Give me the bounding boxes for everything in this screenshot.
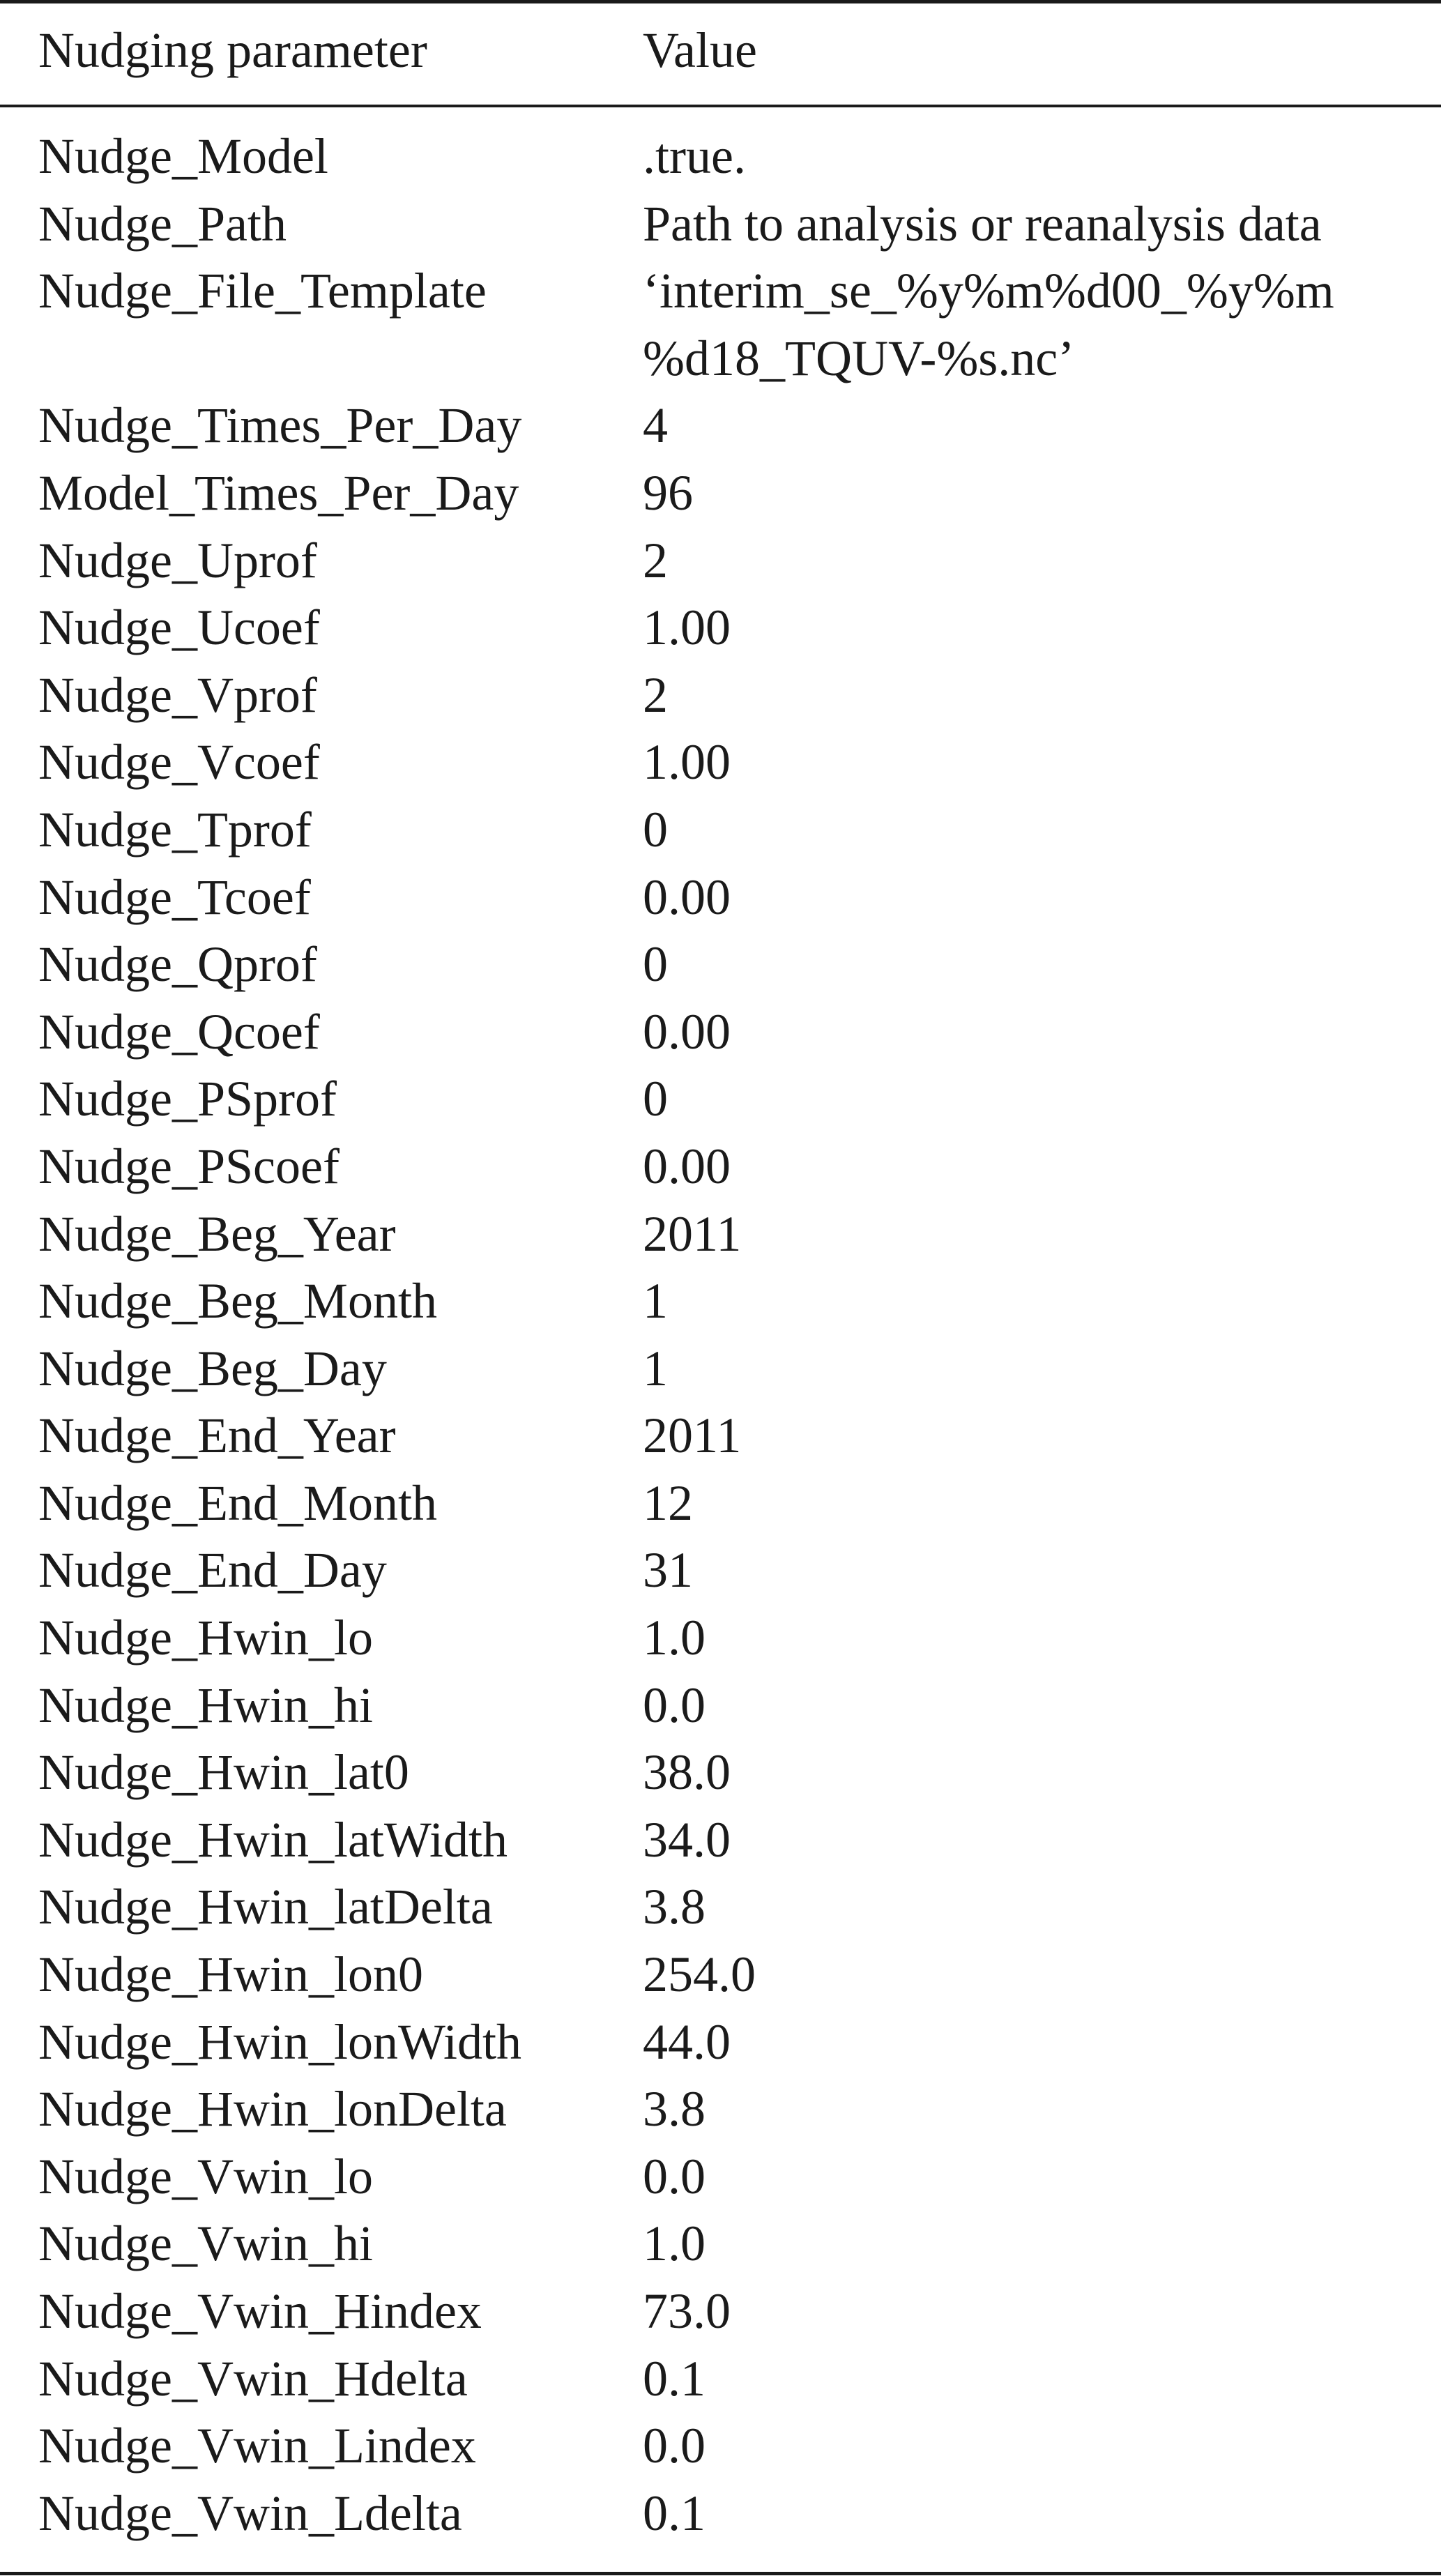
value-cell: 0.0 <box>643 2148 706 2204</box>
value-line: %d18_TQUV-%s.nc’ <box>643 330 1075 386</box>
value-cell: 0 <box>643 801 668 858</box>
table-row <box>0 662 1441 729</box>
value-line: ‘interim_se_%y%m%d00_%y%m <box>643 263 1334 319</box>
value-cell: Path to analysis or reanalysis data <box>643 195 1322 252</box>
value-cell: 34.0 <box>643 1811 731 1868</box>
parameter-cell: Nudge_Vwin_Ldelta <box>38 2485 462 2541</box>
table-row <box>0 1739 1441 1806</box>
value-cell: 44.0 <box>643 2013 731 2070</box>
value-cell: 1 <box>643 1273 668 1329</box>
parameter-cell: Nudge_Vprof <box>38 666 317 723</box>
parameter-cell: Nudge_Ucoef <box>38 600 320 656</box>
parameter-cell: Nudge_End_Day <box>38 1542 387 1599</box>
header-rule <box>0 105 1441 107</box>
value-cell: 2011 <box>643 1408 742 1464</box>
value-cell: 3.8 <box>643 1879 706 1935</box>
parameter-cell: Nudge_End_Month <box>38 1474 437 1531</box>
parameter-cell: Nudge_Path <box>38 195 287 252</box>
value-cell: 73.0 <box>643 2283 731 2339</box>
table-row <box>0 1672 1441 1739</box>
parameter-cell: Nudge_Vwin_lo <box>38 2148 373 2204</box>
value-cell: 1 <box>643 1340 668 1396</box>
parameter-cell: Nudge_Vwin_Hdelta <box>38 2350 468 2407</box>
table-row <box>0 1873 1441 1941</box>
table-row <box>0 190 1441 258</box>
parameter-cell: Nudge_Model <box>38 128 328 184</box>
parameter-cell: Nudge_Qprof <box>38 936 317 993</box>
parameter-cell: Nudge_Hwin_lo <box>38 1610 373 1666</box>
table-row <box>0 527 1441 595</box>
table-row <box>0 2480 1441 2547</box>
parameter-cell: Nudge_Vwin_Hindex <box>38 2283 482 2339</box>
value-cell: 1.0 <box>643 1610 706 1666</box>
table-row <box>0 796 1441 864</box>
table-row <box>0 1402 1441 1470</box>
parameter-cell: Nudge_Tcoef <box>38 869 311 925</box>
table-row <box>0 392 1441 459</box>
value-cell: 0.1 <box>643 2350 706 2407</box>
table-row <box>0 1470 1441 1537</box>
bottom-rule <box>0 2572 1441 2575</box>
table-row <box>0 1133 1441 1201</box>
table-row <box>0 1335 1441 1403</box>
table-row <box>0 864 1441 931</box>
parameter-cell: Nudge_File_Template <box>38 263 487 319</box>
parameter-cell: Nudge_End_Year <box>38 1408 396 1464</box>
table-row <box>0 2143 1441 2211</box>
value-cell: 0 <box>643 1071 668 1127</box>
value-cell: 96 <box>643 464 693 521</box>
top-rule <box>0 0 1441 3</box>
parameter-cell: Nudge_PScoef <box>38 1138 340 1194</box>
parameter-cell: Nudge_Hwin_lat0 <box>38 1744 409 1801</box>
table-row <box>0 729 1441 796</box>
parameter-cell: Nudge_Hwin_lon0 <box>38 1946 423 2003</box>
table-row <box>0 1604 1441 1672</box>
value-cell: 0 <box>643 936 668 993</box>
parameter-cell: Nudge_Hwin_lonWidth <box>38 2013 522 2070</box>
parameter-cell: Nudge_Hwin_hi <box>38 1677 373 1733</box>
header-parameter: Nudging parameter <box>38 22 427 78</box>
parameter-cell: Nudge_Hwin_latWidth <box>38 1811 508 1868</box>
value-cell: 2 <box>643 666 668 723</box>
parameter-cell: Nudge_Beg_Year <box>38 1205 396 1262</box>
value-cell: 2 <box>643 532 668 588</box>
parameter-cell: Nudge_Hwin_lonDelta <box>38 2081 507 2137</box>
parameter-cell: Nudge_PSprof <box>38 1071 337 1127</box>
value-cell: 0.00 <box>643 1138 731 1194</box>
value-cell: 1.00 <box>643 734 731 791</box>
parameter-cell: Model_Times_Per_Day <box>38 464 519 521</box>
table-row <box>0 2210 1441 2278</box>
parameter-cell: Nudge_Hwin_latDelta <box>38 1879 493 1935</box>
value-cell: 1.00 <box>643 600 731 656</box>
value-cell: .true. <box>643 128 746 184</box>
value-cell: 12 <box>643 1474 693 1531</box>
value-cell <box>643 257 1334 392</box>
value-cell: 31 <box>643 1542 693 1599</box>
value-cell: 0.1 <box>643 2485 706 2541</box>
value-cell: 1.0 <box>643 2216 706 2272</box>
table-row <box>0 1806 1441 1874</box>
table-row <box>0 594 1441 662</box>
table-row <box>0 1537 1441 1604</box>
parameter-cell: Nudge_Beg_Day <box>38 1340 387 1396</box>
table-row <box>0 2075 1441 2143</box>
header-value: Value <box>643 22 757 78</box>
parameter-cell: Nudge_Vcoef <box>38 734 320 791</box>
table-row <box>0 1065 1441 1133</box>
table-row <box>0 257 1441 392</box>
table-row <box>0 2278 1441 2345</box>
table-row <box>0 2009 1441 2076</box>
table-row <box>0 998 1441 1066</box>
value-cell: 0.0 <box>643 2418 706 2474</box>
value-cell: 3.8 <box>643 2081 706 2137</box>
parameter-cell: Nudge_Vwin_Lindex <box>38 2418 476 2474</box>
parameter-cell: Nudge_Uprof <box>38 532 317 588</box>
table-row <box>0 2345 1441 2413</box>
table-row <box>0 123 1441 190</box>
value-cell: 0.00 <box>643 1003 731 1060</box>
parameter-cell: Nudge_Tprof <box>38 801 312 858</box>
parameter-cell: Nudge_Times_Per_Day <box>38 397 522 454</box>
table-row <box>0 931 1441 998</box>
table-body <box>0 123 1441 2547</box>
value-cell: 38.0 <box>643 1744 731 1801</box>
parameter-cell: Nudge_Qcoef <box>38 1003 320 1060</box>
table-row <box>0 459 1441 527</box>
value-cell: 2011 <box>643 1205 742 1262</box>
parameter-cell: Nudge_Beg_Month <box>38 1273 437 1329</box>
value-cell: 0.00 <box>643 869 731 925</box>
value-cell: 254.0 <box>643 1946 756 2003</box>
table-row <box>0 1267 1441 1335</box>
table-row <box>0 1201 1441 1268</box>
table-row <box>0 1941 1441 2009</box>
value-cell: 4 <box>643 397 668 454</box>
value-cell: 0.0 <box>643 1677 706 1733</box>
table-header-row <box>0 15 1441 85</box>
parameter-cell: Nudge_Vwin_hi <box>38 2216 373 2272</box>
table-row <box>0 2412 1441 2480</box>
